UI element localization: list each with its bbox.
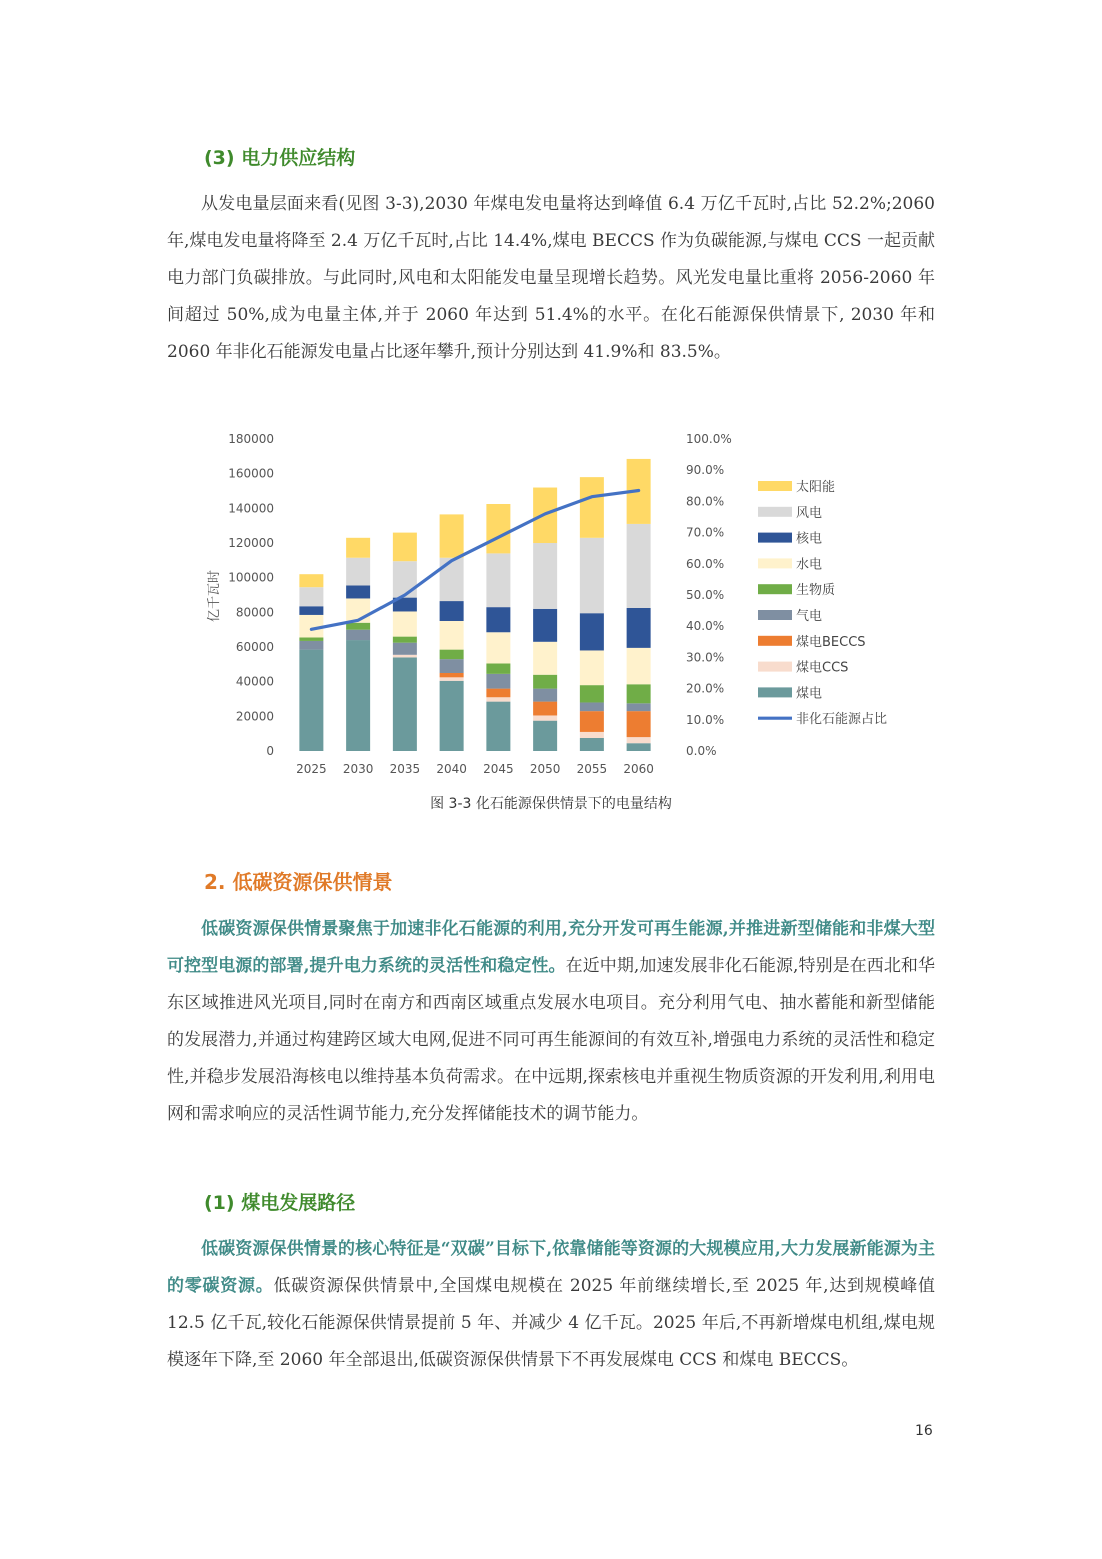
legend-label: 非化石能源占比 (796, 712, 888, 728)
y2-tick-label: 40.0% (686, 619, 725, 634)
right-axis-ticks (686, 432, 732, 758)
legend-swatch (758, 558, 792, 568)
bar-segment (440, 650, 464, 660)
bar-segment (580, 685, 604, 702)
legend-swatch (758, 481, 792, 491)
bar-segment (393, 637, 417, 643)
bar-segment (486, 697, 510, 701)
legend-label: 煤电 (796, 686, 823, 702)
bar-segment (580, 650, 604, 685)
section-heading-low-carbon: 2. 低碳资源保供情景 (204, 870, 393, 894)
bar-segment (393, 533, 417, 562)
y2-tick-label: 50.0% (686, 588, 725, 602)
y-axis-title: 亿千瓦时 (207, 569, 222, 623)
paragraph-coal-path (167, 1231, 935, 1379)
bar-segment (393, 611, 417, 636)
paragraph-low-carbon-body: 在近中期,加速发展非化石能源,特别是在西北和华东区域推进风光项目,同时在南方和西南区域重点发展水电项目。充分利用气电、抽水蓄能和新型储能的发展潜力,并通过构建跨区域大电网,促进不同可再生能源间的有效互补,增强电力系统的灵活性和稳定性,并稳步发展沿海核电以维持基本负荷需求。在中远期,探索核电并重视生物质资源的开发利用,利用电网和需求响应的灵活性调节能力,充分发挥储能技术的调节能力。 (167, 956, 935, 1124)
legend-swatch (758, 533, 792, 543)
chart-legend (758, 479, 887, 727)
x-tick-label: 2045 (483, 762, 514, 776)
bar-segment (627, 648, 651, 684)
bar-segment (346, 623, 370, 630)
y-tick-label: 0 (266, 744, 274, 758)
legend-label: 太阳能 (796, 480, 836, 495)
y-tick-label: 100000 (228, 570, 274, 585)
bar-segment (299, 637, 323, 640)
bar-segment (440, 673, 464, 677)
bar-segment (440, 558, 464, 601)
legend-label: 煤电CCS (796, 660, 849, 676)
bar-segment (533, 689, 557, 702)
paragraph-low-carbon (167, 911, 935, 1133)
legend-swatch (758, 610, 792, 620)
bar-segment (299, 641, 323, 650)
bar-segment (580, 613, 604, 650)
bar-segment (533, 715, 557, 720)
legend-swatch (758, 687, 792, 697)
paragraph-coal-path-body: 低碳资源保供情景中,全国煤电规模在 2025 年前继续增长,至 2025 年,达到规模峰值 12.5 亿千瓦,较化石能源保供情景提前 5 年、并减少 4 亿千瓦。2025 年后,不再新增煤电机组,煤电规模逐年下降,至 2060 年全部退出,低碳资源保供情景下不再发展煤电 CCS 和煤电 BECCS。 (167, 1276, 936, 1370)
x-tick-label: 2040 (436, 762, 467, 776)
x-tick-label: 2055 (576, 762, 608, 776)
y2-tick-label: 60.0% (686, 556, 725, 571)
paragraph-generation: 从发电量层面来看(见图 3-3),2030 年煤电发电量将达到峰值 6.4 万亿千瓦时,占比 52.2%;2060 年,煤电发电量将降至 2.4 万亿千瓦时,占比 14.4%,煤电 BECCS 作为负碳能源,与煤电 CCS 一起贡献电力部门负碳排放。与此同时,风电和太阳能发电量呈现增长趋势。风光发电量比重将 2056-2060 年间超过 50%,成为电量主体,并于 2060 年达到 51.4%的水平。在化石能源保供情景下, 2030 年和 2060 年非化石能源发电量占比逐年攀升,预计分别达到 41.9%和 83.5%。 (167, 194, 935, 362)
x-tick-label: 2030 (342, 762, 374, 776)
bar-segment (486, 663, 510, 673)
bar-segment (627, 608, 651, 648)
stacked-bar-chart (196, 420, 916, 790)
bar-segment (486, 504, 510, 553)
bar-segment (580, 702, 604, 711)
section-heading-coal-path: (1) 煤电发展路径 (204, 1192, 356, 1214)
bar-segment (440, 681, 464, 751)
bar-segment (580, 732, 604, 738)
section-heading-power-supply: (3) 电力供应结构 (204, 147, 356, 169)
y2-tick-label: 30.0% (686, 650, 725, 665)
legend-swatch (758, 584, 792, 594)
y-tick-label: 120000 (228, 536, 274, 550)
legend-swatch (758, 662, 792, 672)
y-tick-label: 40000 (235, 674, 274, 689)
legend-label: 风电 (796, 505, 823, 521)
bar-segment (346, 585, 370, 598)
bar-segment (533, 702, 557, 716)
legend-swatch (758, 507, 792, 517)
paragraph-coal-path-emphasis: 低碳资源保供情景的核心特征是“双碳”目标下,依靠储能等资源的大规模应用,大力发展新能源为主的零碳资源。 (167, 1239, 935, 1296)
legend-label: 气电 (796, 609, 823, 624)
bar-segment (580, 538, 604, 613)
x-tick-label: 2050 (529, 762, 561, 776)
y2-tick-label: 100.0% (686, 432, 732, 446)
bar-segment (299, 587, 323, 606)
legend-swatch (758, 636, 792, 646)
y-tick-label: 160000 (228, 466, 274, 481)
y-tick-label: 140000 (228, 501, 274, 516)
bar-segment (393, 655, 417, 658)
x-tick-label: 2035 (389, 762, 421, 776)
page-number: 16 (915, 1423, 933, 1439)
bar-segment (533, 609, 557, 642)
bar-segment (533, 721, 557, 751)
legend-label: 水电 (796, 557, 823, 573)
bar-segment (346, 640, 370, 751)
bar-segment (486, 689, 510, 698)
bar-segment (440, 621, 464, 650)
bar-segment (627, 737, 651, 743)
bar-segment (486, 674, 510, 689)
y-tick-label: 20000 (235, 709, 274, 724)
bar-segment (299, 650, 323, 751)
y2-tick-label: 20.0% (686, 681, 725, 696)
y2-tick-label: 70.0% (686, 525, 725, 540)
bar-segment (533, 543, 557, 609)
bar-segment (486, 702, 510, 751)
bar-segment (346, 538, 370, 558)
bar-segment (627, 711, 651, 737)
left-axis-ticks (228, 432, 274, 758)
bar-segment (440, 677, 464, 680)
bar-segment (393, 561, 417, 597)
legend-label: 煤电BECCS (796, 634, 866, 650)
y-tick-label: 80000 (235, 605, 274, 620)
y2-tick-label: 10.0% (686, 712, 725, 727)
x-tick-label: 2025 (296, 762, 327, 776)
y-tick-label: 60000 (235, 640, 274, 654)
bar-segment (486, 553, 510, 607)
bar-segment (533, 675, 557, 689)
legend-label: 生物质 (796, 583, 836, 599)
x-axis-labels (296, 762, 654, 776)
y-tick-label: 180000 (228, 432, 274, 446)
y2-tick-label: 0.0% (686, 744, 717, 758)
paragraph-low-carbon-emphasis: 低碳资源保供情景聚焦于加速非化石能源的利用,充分开发可再生能源,并推进新型储能和非煤大型可控型电源的部署,提升电力系统的灵活性和稳定性。 (167, 919, 935, 976)
bar-segment (393, 657, 417, 751)
bar-segment (346, 630, 370, 640)
bar-segment (580, 477, 604, 538)
y2-tick-label: 80.0% (686, 494, 725, 509)
bar-segment (486, 607, 510, 632)
bar-segment (627, 743, 651, 751)
y2-tick-label: 90.0% (686, 463, 725, 478)
bar-segment (299, 574, 323, 587)
figure-caption: 图 3-3 化石能源保供情景下的电量结构 (430, 796, 672, 812)
bar-segment (440, 514, 464, 557)
bar-segment (299, 606, 323, 615)
bar-segment (627, 684, 651, 703)
bar-segment (346, 558, 370, 586)
legend-label: 核电 (796, 531, 823, 547)
bar-segment (533, 642, 557, 675)
bar-segment (440, 659, 464, 673)
bar-segment (627, 703, 651, 711)
bar-segment (580, 711, 604, 732)
bar-segment (393, 643, 417, 655)
x-tick-label: 2060 (623, 762, 654, 776)
bar-segment (627, 524, 651, 608)
bar-segment (440, 601, 464, 621)
bar-segment (486, 632, 510, 663)
bars (299, 459, 650, 751)
bar-segment (580, 738, 604, 751)
